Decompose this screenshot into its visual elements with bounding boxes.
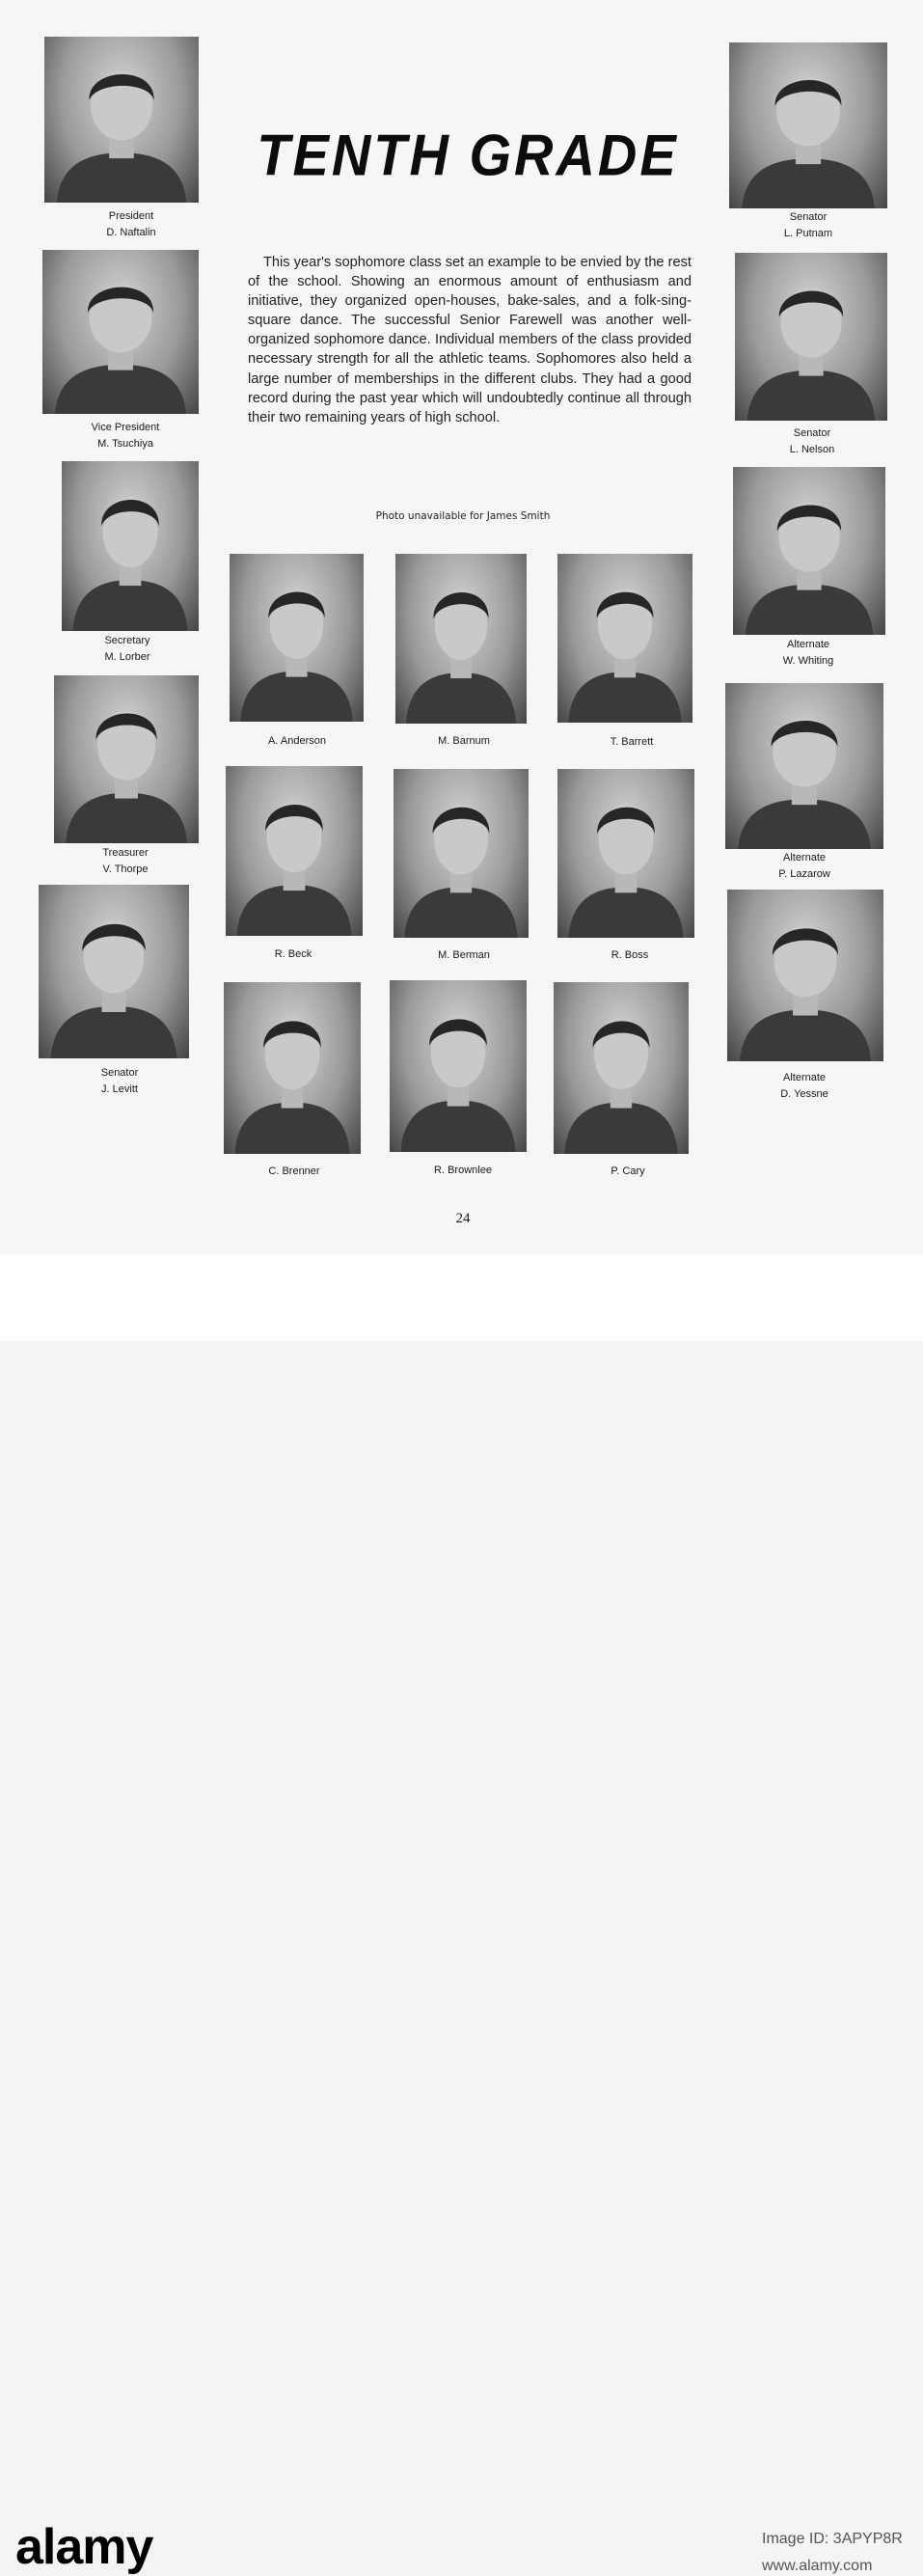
portrait-photo <box>557 554 692 723</box>
portrait-caption <box>725 425 899 458</box>
portrait-caption <box>41 633 214 666</box>
portrait-silhouette <box>44 37 199 203</box>
intro-paragraph: This year's sophomore class set an example to be envied by the rest of the school. Showing an enormous amount of enthusiasm and initiative, they organized open-houses, bake-sales, and a folk-sing-square dance. The successful Senior Farewell was another well-organized sophomore dance. Individual members of the class provided necessary strength for all the athletic teams. Sophomores also held a large number of memberships in the different clubs. They had a good record during the past year which will undoubtedly continue all through their two remaining years of high school. <box>248 255 692 425</box>
portrait-silhouette <box>390 980 527 1152</box>
portrait-role: Senator <box>100 1067 139 1079</box>
portrait-name: R. Boss <box>611 949 649 961</box>
portrait-silhouette <box>725 683 883 849</box>
brand-logo: alamy <box>15 2519 153 2575</box>
portrait-photo <box>42 250 199 414</box>
portrait-name: P. Cary <box>611 1165 645 1177</box>
portrait-silhouette <box>230 554 364 722</box>
portrait-name: A. Anderson <box>268 735 326 747</box>
portrait-photo <box>44 37 199 203</box>
portrait-name: P. Lazarow <box>778 868 830 880</box>
portrait-photo <box>62 461 199 631</box>
portrait-photo <box>224 982 361 1154</box>
portrait-role: Alternate <box>782 1072 827 1083</box>
portrait-name: C. Brenner <box>268 1165 320 1177</box>
portrait-role: Treasurer <box>102 847 149 859</box>
portrait-silhouette <box>395 554 527 724</box>
portrait-caption <box>39 420 212 452</box>
portrait-name: W. Whiting <box>782 655 834 667</box>
portrait-photo <box>390 980 527 1152</box>
portrait-role: Senator <box>793 427 831 439</box>
portrait-caption <box>44 208 218 241</box>
portrait-photo <box>735 253 887 421</box>
portrait-name: D. Naftalin <box>106 227 156 238</box>
portrait-photo <box>557 769 694 938</box>
watermark-footer <box>0 1254 923 2575</box>
portrait-photo <box>395 554 527 724</box>
portrait-name: M. Lorber <box>104 651 150 663</box>
portrait-name: L. Putnam <box>783 228 833 239</box>
portrait-caption <box>721 209 895 242</box>
portrait-silhouette <box>557 769 694 938</box>
portrait-photo <box>54 675 199 843</box>
portrait-name: V. Thorpe <box>102 863 149 875</box>
portrait-caption <box>39 845 212 878</box>
yearbook-page <box>0 0 923 1254</box>
portrait-silhouette <box>729 42 887 208</box>
portrait-role: Vice President <box>91 422 160 433</box>
portrait-silhouette <box>42 250 199 414</box>
portrait-photo <box>394 769 529 938</box>
portrait-name: D. Yessne <box>780 1088 828 1100</box>
portrait-role: Alternate <box>782 852 827 863</box>
portrait-photo <box>230 554 364 722</box>
portrait-caption <box>721 637 895 670</box>
portrait-silhouette <box>733 467 885 635</box>
portrait-silhouette <box>394 769 529 938</box>
photo-unavailable-note: Photo unavailable for James Smith <box>375 510 551 522</box>
portrait-photo <box>39 885 189 1058</box>
portrait-caption <box>718 850 891 883</box>
portrait-name: T. Barrett <box>610 736 654 748</box>
portrait-name: R. Beck <box>274 948 312 960</box>
portrait-name: J. Levitt <box>101 1083 138 1095</box>
portrait-silhouette <box>727 890 883 1061</box>
portrait-name: M. Berman <box>438 949 490 961</box>
portrait-silhouette <box>226 766 363 936</box>
portrait-caption <box>33 1065 206 1098</box>
portrait-role: Senator <box>789 211 828 223</box>
portrait-silhouette <box>224 982 361 1154</box>
portrait-role: Alternate <box>786 639 830 650</box>
portrait-silhouette <box>735 253 887 421</box>
portrait-name: M. Barnum <box>438 735 490 747</box>
portrait-name: L. Nelson <box>789 444 835 455</box>
portrait-photo <box>733 467 885 635</box>
site-url: www.alamy.com <box>762 2558 873 2574</box>
portrait-silhouette <box>557 554 692 723</box>
portrait-photo <box>554 982 689 1154</box>
portrait-silhouette <box>39 885 189 1058</box>
portrait-photo <box>727 890 883 1061</box>
portrait-silhouette <box>54 675 199 843</box>
image-id: Image ID: 3APYP8R <box>762 2531 903 2547</box>
portrait-silhouette <box>62 461 199 631</box>
portrait-name: M. Tsuchiya <box>97 438 153 450</box>
page-number: 24 <box>455 1211 471 1226</box>
portrait-photo <box>729 42 887 208</box>
portrait-photo <box>725 683 883 849</box>
portrait-photo <box>226 766 363 936</box>
portrait-role: Secretary <box>104 635 150 646</box>
portrait-role: President <box>108 210 154 222</box>
portrait-name: R. Brownlee <box>434 1165 492 1176</box>
portrait-silhouette <box>554 982 689 1154</box>
portrait-caption <box>718 1070 891 1103</box>
page-title: TENTH GRADE <box>257 122 679 188</box>
